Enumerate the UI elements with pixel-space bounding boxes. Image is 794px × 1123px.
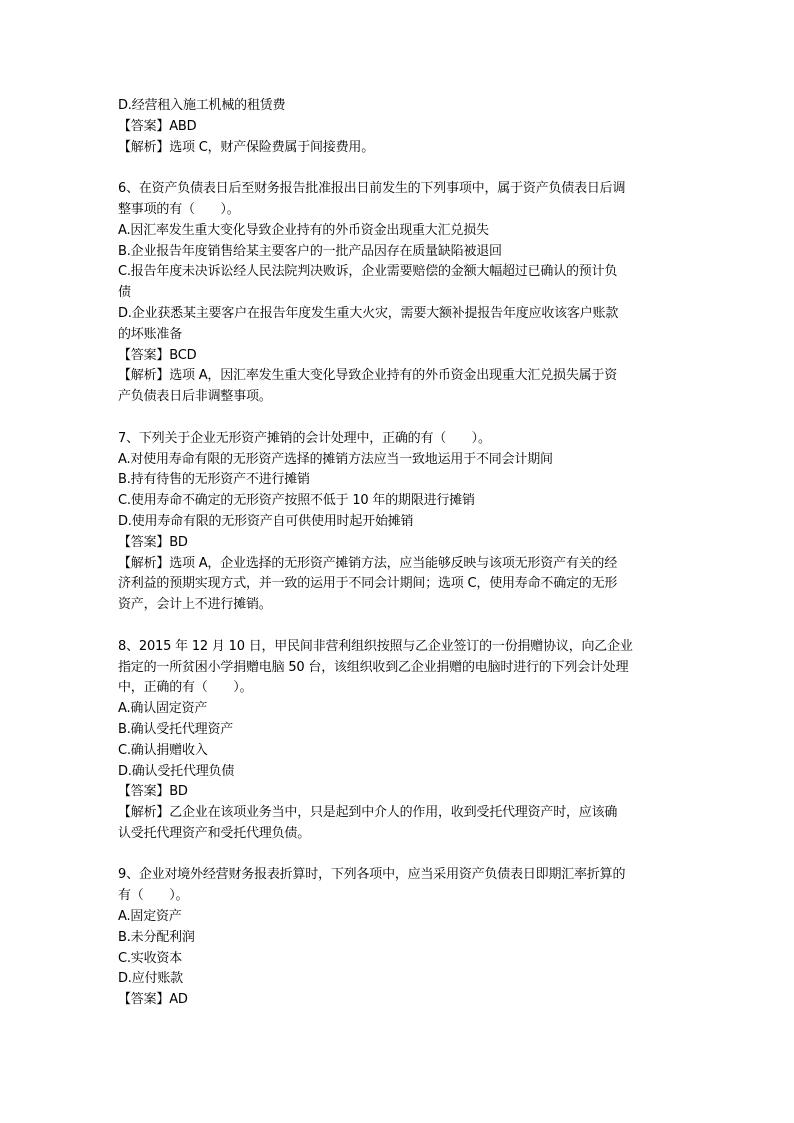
text-line: 的坏账准备 bbox=[118, 326, 183, 342]
text-line: B.确认受托代理资产 bbox=[118, 721, 234, 737]
text-line: 资产，会计上不进行摊销。 bbox=[118, 597, 272, 613]
text-line: 7、下列关于企业无形资产摊销的会计处理中，正确的有（ ）。 bbox=[118, 430, 491, 446]
paragraph-gap bbox=[118, 845, 678, 866]
text-line: D.应付账款 bbox=[118, 971, 183, 987]
text-line: B.持有待售的无形资产不进行摊销 bbox=[118, 472, 310, 488]
text-line: B.企业报告年度销售给某主要客户的一批产品因存在质量缺陷被退回 bbox=[118, 243, 502, 259]
text-line: 【答案】AD bbox=[118, 992, 188, 1008]
text-line: 【解析】选项 A，因汇率发生重大变化导致企业持有的外币资金出现重大汇兑损失属于资 bbox=[118, 368, 618, 384]
text-line: 【解析】乙企业在该项业务当中，只是起到中介人的作用，收到受托代理资产时，应该确 bbox=[118, 805, 618, 821]
text-line: 【答案】BD bbox=[118, 784, 188, 800]
text-line: 【解析】选项 C，财产保险费属于间接费用。 bbox=[118, 139, 375, 155]
text-line: 【解析】选项 A，企业选择的无形资产摊销方法，应当能够反映与该项无形资产有关的经 bbox=[118, 555, 618, 571]
text-line: 6、在资产负债表日后至财务报告批准报出日前发生的下列事项中，属于资产负债表日后调 bbox=[118, 181, 626, 197]
text-line: B.未分配利润 bbox=[118, 929, 195, 945]
text-line: 【答案】BCD bbox=[118, 347, 197, 363]
text-line: 9、企业对境外经营财务报表折算时，下列各项中，应当采用资产负债表日即期汇率折算的 bbox=[118, 867, 626, 883]
text-line: 【答案】ABD bbox=[118, 118, 197, 134]
text-line: 中，正确的有（ ）。 bbox=[118, 680, 253, 696]
document-page bbox=[118, 96, 678, 1011]
text-line: 整事项的有（ ）。 bbox=[118, 201, 240, 217]
text-line: A.确认固定资产 bbox=[118, 701, 208, 717]
paragraph-gap bbox=[118, 158, 678, 179]
paragraph-gap bbox=[118, 408, 678, 429]
text-line: 8、2015 年 12 月 10 日，甲民间非营利组织按照与乙企业签订的一份捐赠协议，向乙企业 bbox=[118, 638, 633, 654]
text-line: 【答案】BD bbox=[118, 534, 188, 550]
text-line: C.使用寿命不确定的无形资产按照不低于 10 年的期限进行摊销 bbox=[118, 493, 475, 509]
paragraph-gap bbox=[118, 616, 678, 637]
text-line: 产负债表日后非调整事项。 bbox=[118, 389, 272, 405]
text-line: C.报告年度未决诉讼经人民法院判决败诉，企业需要赔偿的金额大幅超过已确认的预计负 bbox=[118, 264, 618, 280]
text-line: 债 bbox=[118, 285, 131, 301]
text-line: A.因汇率发生重大变化导致企业持有的外币资金出现重大汇兑损失 bbox=[118, 222, 489, 238]
text-line: 指定的一所贫困小学捐赠电脑 50 台，该组织收到乙企业捐赠的电脑时进行的下列会计处理 bbox=[118, 659, 629, 675]
text-line: C.实收资本 bbox=[118, 950, 183, 966]
text-line: 认受托代理资产和受托代理负债。 bbox=[118, 825, 311, 841]
text-line: 济利益的预期实现方式，并一致的运用于不同会计期间；选项 C，使用寿命不确定的无形 bbox=[118, 576, 618, 592]
text-line: A.对使用寿命有限的无形资产选择的摊销方法应当一致地运用于不同会计期间 bbox=[118, 451, 553, 467]
text-line: D.经营租入施工机械的租赁费 bbox=[118, 98, 286, 113]
text-line: D.确认受托代理负债 bbox=[118, 763, 235, 779]
text-line: 有（ ）。 bbox=[118, 888, 189, 904]
text-line: C.确认捐赠收入 bbox=[118, 742, 208, 758]
text-line: D.企业获悉某主要客户在报告年度发生重大火灾，需要大额补提报告年度应收该客户账款 bbox=[118, 305, 619, 321]
text-line: A.固定资产 bbox=[118, 909, 182, 925]
text-line: D.使用寿命有限的无形资产自可供使用时起开始摊销 bbox=[118, 513, 414, 529]
